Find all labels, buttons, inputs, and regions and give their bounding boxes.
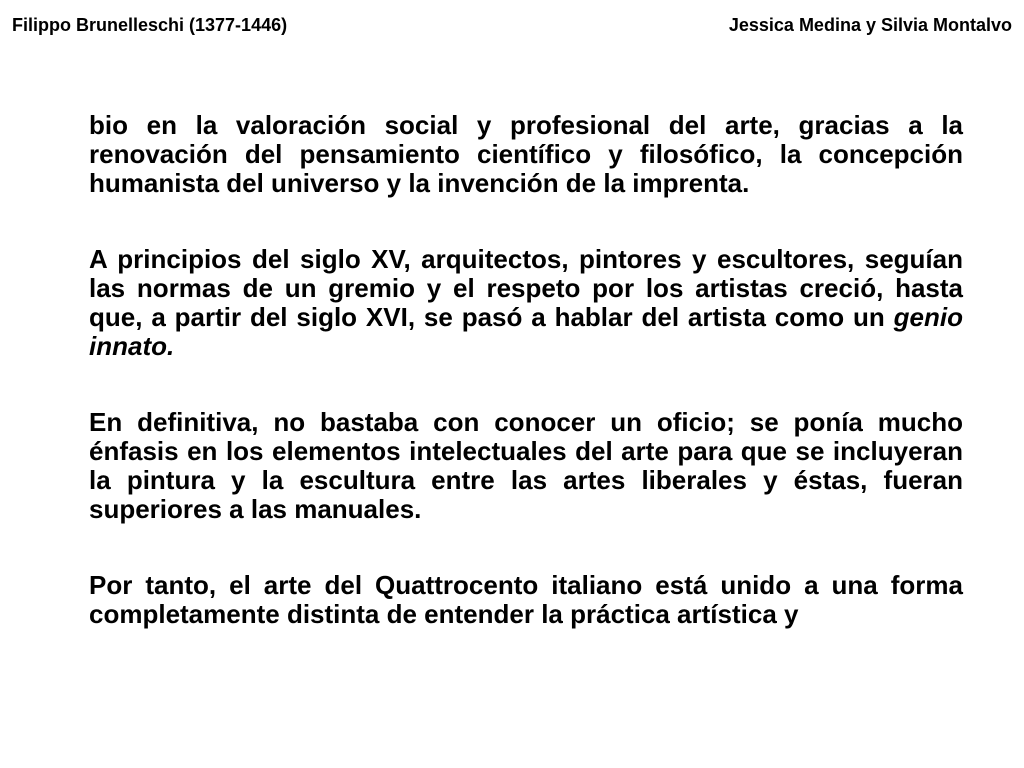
paragraph-4: Por tanto, el arte del Quattrocento italiano está unido a una forma completamente distinta de entender la práctica artística y <box>89 570 963 629</box>
paragraph-3: En definitiva, no bastaba con conocer un oficio; se ponía mucho énfasis en los elementos intelectuales del arte para que se incluyeran la pintura y la escultura entre las artes liberales y éstas, fueran superiores a las manuales. <box>89 407 963 524</box>
slide-body <box>89 111 963 629</box>
paragraph-2-emphasis: genio innato. <box>89 302 963 361</box>
slide-authors: Jessica Medina y Silvia Montalvo <box>728 15 1012 35</box>
paragraph-2-text: A principios del siglo XV, arquitectos, pintores y escultores, seguían las normas de un gremio y el respeto por los artistas creció, hasta que, a partir del siglo XVI, se pasó a hablar del artista como un <box>89 244 963 332</box>
slide-header <box>0 0 1024 50</box>
paragraph-1: bio en la valoración social y profesional del arte, gracias a la renovación del pensamiento científico y filosófico, la concepción humanista del universo y la invención de la imprenta. <box>89 110 963 198</box>
slide-title: Filippo Brunelleschi (1377-1446) <box>12 15 288 35</box>
paragraph-2 <box>89 245 963 361</box>
